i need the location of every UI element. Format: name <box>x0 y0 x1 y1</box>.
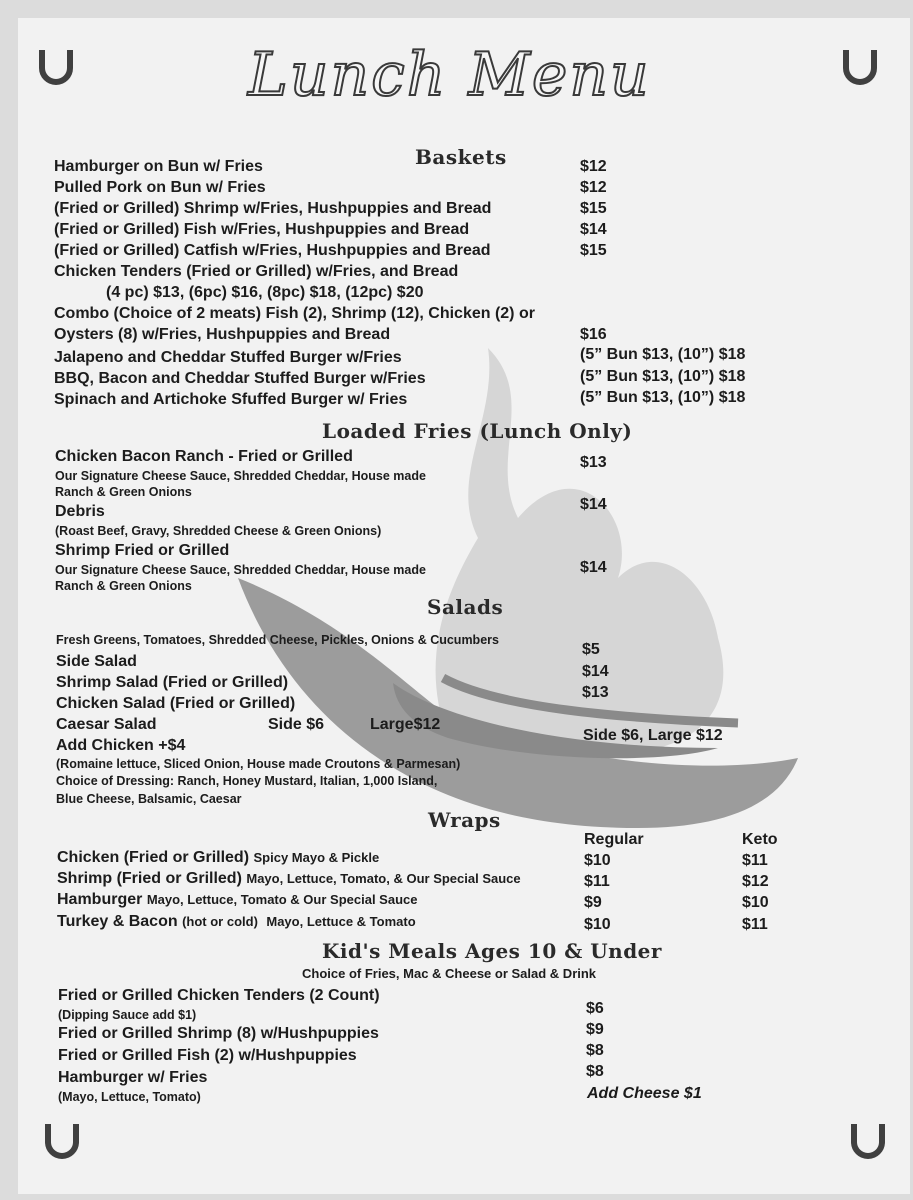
menu-item: (Fried or Grilled) Fish w/Fries, Hushpuppies and Bread <box>54 221 470 238</box>
menu-item: Jalapeno and Cheddar Stuffed Burger w/Fries <box>54 349 402 366</box>
menu-price: $16 <box>580 326 607 343</box>
salads-intro: Fresh Greens, Tomatoes, Shredded Cheese, Pickles, Onions & Cucumbers <box>56 633 499 647</box>
menu-price: $13 <box>580 454 607 471</box>
kids-subheader: Choice of Fries, Mac & Cheese or Salad & Drink <box>302 966 597 981</box>
menu-price: $8 <box>586 1063 604 1080</box>
menu-item: Spinach and Artichoke Sfuffed Burger w/ Fries <box>54 391 408 408</box>
menu-price: $13 <box>582 684 609 701</box>
menu-item: Hamburger w/ Fries <box>58 1069 208 1086</box>
loaded-fries-header: Loaded Fries (Lunch Only) <box>322 419 633 443</box>
menu-item-desc: Ranch & Green Onions <box>55 579 192 593</box>
menu-item: Turkey & Bacon <box>57 913 178 930</box>
menu-price: $12 <box>580 158 607 175</box>
menu-price: $14 <box>580 496 607 513</box>
menu-price: Side $6, Large $12 <box>583 727 723 744</box>
menu-item-desc: Blue Cheese, Balsamic, Caesar <box>56 792 242 806</box>
menu-item: Side Salad <box>56 653 137 670</box>
menu-price-keto: $12 <box>742 873 769 890</box>
menu-price: $5 <box>582 641 600 658</box>
menu-item: Hamburger on Bun w/ Fries <box>54 158 263 175</box>
menu-item: Chicken Tenders (Fried or Grilled) w/Fries, and Bread <box>54 263 459 280</box>
menu-item-desc: (Dipping Sauce add $1) <box>58 1008 197 1022</box>
horseshoe-icon <box>34 46 78 90</box>
menu-price: $6 <box>586 1000 604 1017</box>
horseshoe-icon <box>838 46 882 90</box>
baskets-header: Baskets <box>415 145 507 169</box>
menu-item-desc: (Romaine lettuce, Sliced Onion, House made Croutons & Parmesan) <box>56 757 461 771</box>
menu-item-desc: Ranch & Green Onions <box>55 485 192 499</box>
menu-item: Fried or Grilled Fish (2) w/Hushpuppies <box>58 1047 357 1064</box>
salads-header: Salads <box>427 595 504 619</box>
menu-price: $12 <box>580 179 607 196</box>
horseshoe-icon <box>846 1120 890 1164</box>
menu-item: Add Chicken +$4 <box>56 737 186 754</box>
menu-item-desc: Our Signature Cheese Sauce, Shredded Cheddar, House made <box>55 563 426 577</box>
menu-item: Combo (Choice of 2 meats) Fish (2), Shrimp (12), Chicken (2) or <box>54 305 535 322</box>
menu-page <box>18 18 910 1194</box>
menu-item: Fried or Grilled Chicken Tenders (2 Count) <box>58 987 380 1004</box>
menu-item-sub: (4 pc) $13, (6pc) $16, (8pc) $18, (12pc) $20 <box>106 284 424 301</box>
menu-price-regular: $11 <box>584 873 610 890</box>
menu-item: Chicken (Fried or Grilled) <box>57 849 250 866</box>
menu-item-desc: (Roast Beef, Gravy, Shredded Cheese & Green Onions) <box>55 524 382 538</box>
menu-item: Hamburger <box>57 891 143 908</box>
column-header-keto: Keto <box>742 831 778 848</box>
menu-price: (5” Bun $13, (10”) $18 <box>580 368 746 385</box>
wrap-row <box>57 870 521 888</box>
menu-item: BBQ, Bacon and Cheddar Stuffed Burger w/Fries <box>54 370 426 387</box>
menu-price: $8 <box>586 1042 604 1059</box>
menu-item: Shrimp Salad (Fried or Grilled) <box>56 674 289 691</box>
menu-item: Shrimp Fried or Grilled <box>55 542 230 559</box>
page-title: Lunch Menu <box>248 40 651 110</box>
menu-price: $14 <box>580 221 607 238</box>
menu-item: Caesar Salad <box>56 716 157 733</box>
menu-price-keto: $10 <box>742 894 769 911</box>
menu-item-desc: Mayo, Lettuce, Tomato & Our Special Sauce <box>146 892 418 907</box>
menu-price-keto: $11 <box>742 852 768 869</box>
menu-price-keto: $11 <box>742 916 768 933</box>
add-cheese-note: Add Cheese $1 <box>587 1085 702 1102</box>
menu-item-desc: Our Signature Cheese Sauce, Shredded Cheddar, House made <box>55 469 426 483</box>
menu-item: Fried or Grilled Shrimp (8) w/Hushpuppies <box>58 1025 379 1042</box>
menu-price: (5” Bun $13, (10”) $18 <box>580 346 746 363</box>
column-header-regular: Regular <box>584 831 644 848</box>
kids-header: Kid's Meals Ages 10 & Under <box>322 939 662 963</box>
menu-item-desc: (Mayo, Lettuce, Tomato) <box>58 1090 201 1104</box>
menu-price: $15 <box>580 200 607 217</box>
menu-price: $15 <box>580 242 607 259</box>
menu-price: $14 <box>580 559 607 576</box>
menu-price-regular: $9 <box>584 894 602 911</box>
horseshoe-icon <box>40 1120 84 1164</box>
wraps-header: Wraps <box>428 808 501 832</box>
menu-item: (Fried or Grilled) Shrimp w/Fries, Hushpuppies and Bread <box>54 200 492 217</box>
menu-price-regular: $10 <box>584 916 611 933</box>
menu-price: (5” Bun $13, (10”) $18 <box>580 389 746 406</box>
menu-item-side: Side $6 <box>268 716 325 733</box>
menu-item-desc: (hot or cold) <box>182 914 258 929</box>
menu-item-desc: Mayo, Lettuce, Tomato, & Our Special Sauce <box>246 871 521 886</box>
menu-item-desc: Mayo, Lettuce & Tomato <box>266 914 416 929</box>
menu-price: $9 <box>586 1021 604 1038</box>
menu-item: Debris <box>55 503 105 520</box>
menu-item-large: Large$12 <box>370 716 441 733</box>
menu-item: Pulled Pork on Bun w/ Fries <box>54 179 266 196</box>
menu-item: Chicken Salad (Fried or Grilled) <box>56 695 296 712</box>
menu-item-desc: Choice of Dressing: Ranch, Honey Mustard, Italian, 1,000 Island, <box>56 774 438 788</box>
menu-item: (Fried or Grilled) Catfish w/Fries, Hushpuppies and Bread <box>54 242 491 259</box>
wrap-row <box>57 913 416 931</box>
menu-item: Shrimp (Fried or Grilled) <box>57 870 242 887</box>
menu-item-desc: Spicy Mayo & Pickle <box>253 850 380 865</box>
wrap-row <box>57 849 379 867</box>
menu-item: Chicken Bacon Ranch - Fried or Grilled <box>55 448 353 465</box>
menu-price-regular: $10 <box>584 852 611 869</box>
menu-price: $14 <box>582 663 609 680</box>
wrap-row <box>57 891 417 909</box>
menu-item: Oysters (8) w/Fries, Hushpuppies and Bread <box>54 326 391 343</box>
